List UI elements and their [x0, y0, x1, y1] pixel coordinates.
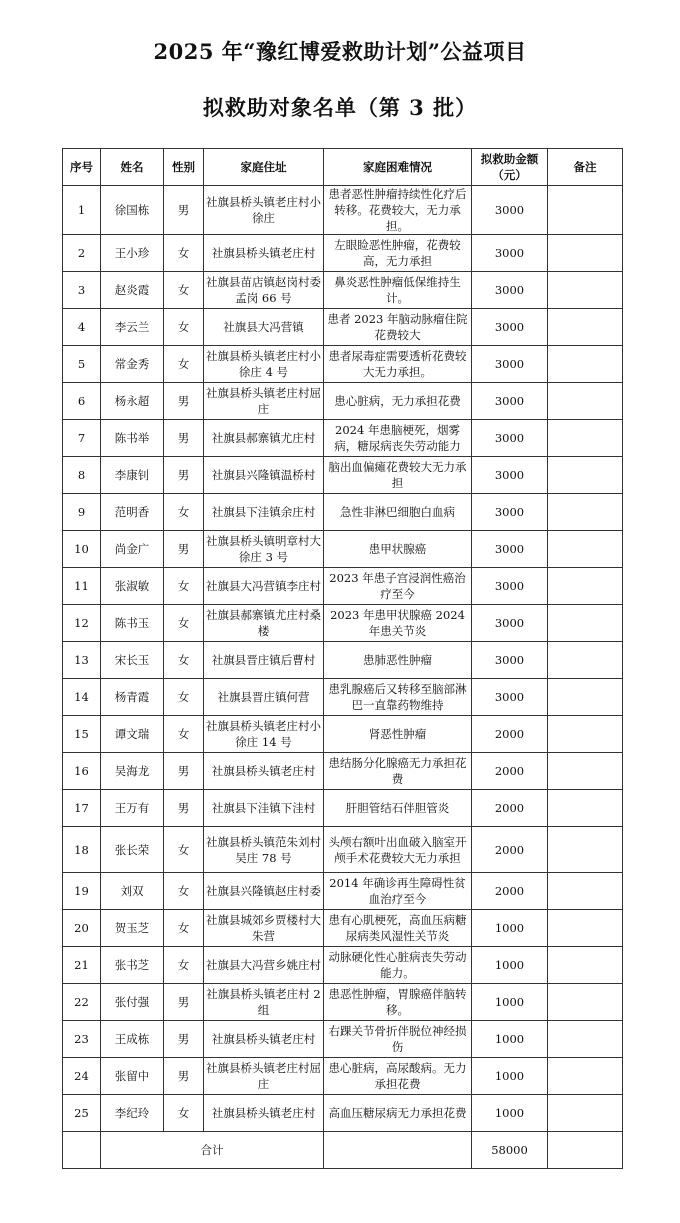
- cell-no: 20: [63, 910, 101, 947]
- cell-amount: 3000: [472, 568, 548, 605]
- cell-remark: [548, 984, 623, 1021]
- cell-gender: 女: [164, 716, 204, 753]
- cell-no: 11: [63, 568, 101, 605]
- cell-gender: 男: [164, 383, 204, 420]
- table-row: [63, 383, 623, 420]
- cell-name: 张长荣: [101, 827, 164, 873]
- table-row: [63, 753, 623, 790]
- cell-name: 赵炎霞: [101, 272, 164, 309]
- cell-no: 8: [63, 457, 101, 494]
- cell-name: 谭文瑞: [101, 716, 164, 753]
- cell-remark: [548, 679, 623, 716]
- table-row: [63, 186, 623, 235]
- cell-amount: 1000: [472, 1058, 548, 1095]
- cell-remark: [548, 346, 623, 383]
- cell-difficulty: 患有心肌梗死，高血压病糖尿病类风湿性关节炎: [324, 910, 472, 947]
- cell-no: 16: [63, 753, 101, 790]
- cell-difficulty: 头颅右额叶出血破入脑室开颅手术花费较大无力承担: [324, 827, 472, 873]
- cell-amount: 1000: [472, 910, 548, 947]
- cell-amount: 3000: [472, 679, 548, 716]
- cell-name: 王万有: [101, 790, 164, 827]
- cell-name: 徐国栋: [101, 186, 164, 235]
- cell-difficulty: 肾恶性肿瘤: [324, 716, 472, 753]
- header-amount: 拟救助金额（元）: [472, 149, 548, 186]
- cell-difficulty: 患恶性肿瘤，胃腺癌伴脑转移。: [324, 984, 472, 1021]
- cell-gender: 女: [164, 910, 204, 947]
- cell-gender: 男: [164, 420, 204, 457]
- table-row: [63, 827, 623, 873]
- total-remark-cell: [548, 1132, 623, 1169]
- cell-name: 陈书玉: [101, 605, 164, 642]
- table-row: [63, 790, 623, 827]
- cell-amount: 1000: [472, 1021, 548, 1058]
- cell-difficulty: 2014 年确诊再生障碍性贫血治疗至今: [324, 873, 472, 910]
- cell-address: 社旗县桥头镇老庄村: [204, 235, 324, 272]
- cell-amount: 1000: [472, 1095, 548, 1132]
- cell-no: 25: [63, 1095, 101, 1132]
- table-row: [63, 235, 623, 272]
- cell-remark: [548, 1095, 623, 1132]
- cell-no: 24: [63, 1058, 101, 1095]
- cell-name: 张淑敏: [101, 568, 164, 605]
- cell-address: 社旗县下洼镇余庄村: [204, 494, 324, 531]
- cell-name: 贺玉芝: [101, 910, 164, 947]
- cell-gender: 男: [164, 1021, 204, 1058]
- cell-amount: 2000: [472, 873, 548, 910]
- cell-name: 宋长玉: [101, 642, 164, 679]
- cell-amount: 3000: [472, 457, 548, 494]
- header-gender: 性别: [164, 149, 204, 186]
- cell-address: 社旗县桥头镇老庄村小徐庄 4 号: [204, 346, 324, 383]
- cell-name: 李康钊: [101, 457, 164, 494]
- cell-no: 18: [63, 827, 101, 873]
- cell-no: 19: [63, 873, 101, 910]
- cell-remark: [548, 1021, 623, 1058]
- cell-no: 17: [63, 790, 101, 827]
- cell-name: 吴海龙: [101, 753, 164, 790]
- cell-name: 杨永超: [101, 383, 164, 420]
- cell-remark: [548, 1058, 623, 1095]
- cell-name: 张书芝: [101, 947, 164, 984]
- cell-remark: [548, 716, 623, 753]
- header-no: 序号: [63, 149, 101, 186]
- cell-amount: 3000: [472, 494, 548, 531]
- cell-no: 1: [63, 186, 101, 235]
- header-name: 姓名: [101, 149, 164, 186]
- header-address: 家庭住址: [204, 149, 324, 186]
- cell-no: 15: [63, 716, 101, 753]
- cell-amount: 2000: [472, 753, 548, 790]
- cell-gender: 女: [164, 679, 204, 716]
- cell-amount: 2000: [472, 827, 548, 873]
- cell-gender: 女: [164, 827, 204, 873]
- cell-difficulty: 患心脏病，高尿酸病。无力承担花费: [324, 1058, 472, 1095]
- cell-amount: 3000: [472, 531, 548, 568]
- total-row: [63, 1132, 623, 1169]
- cell-name: 常金秀: [101, 346, 164, 383]
- cell-difficulty: 2023 年患子宫浸润性癌治疗至今: [324, 568, 472, 605]
- cell-no: 14: [63, 679, 101, 716]
- cell-no: 13: [63, 642, 101, 679]
- cell-amount: 3000: [472, 605, 548, 642]
- cell-address: 社旗县桥头镇老庄村: [204, 753, 324, 790]
- cell-remark: [548, 753, 623, 790]
- cell-address: 社旗县桥头镇老庄村屈庄: [204, 383, 324, 420]
- cell-address: 社旗县苗店镇赵岗村委孟岗 66 号: [204, 272, 324, 309]
- cell-remark: [548, 531, 623, 568]
- cell-amount: 2000: [472, 790, 548, 827]
- header-difficulty: 家庭困难情况: [324, 149, 472, 186]
- table-row: [63, 984, 623, 1021]
- cell-remark: [548, 235, 623, 272]
- cell-no: 6: [63, 383, 101, 420]
- cell-address: 社旗县郝寨镇尤庄村桑楼: [204, 605, 324, 642]
- cell-remark: [548, 947, 623, 984]
- cell-gender: 男: [164, 1058, 204, 1095]
- cell-amount: 3000: [472, 309, 548, 346]
- cell-difficulty: 高血压糖尿病无力承担花费: [324, 1095, 472, 1132]
- total-label: 合计: [101, 1132, 324, 1169]
- cell-address: 社旗县桥头镇老庄村屈庄: [204, 1058, 324, 1095]
- cell-remark: [548, 494, 623, 531]
- cell-remark: [548, 309, 623, 346]
- cell-gender: 男: [164, 457, 204, 494]
- cell-address: 社旗县桥头镇老庄村: [204, 1095, 324, 1132]
- cell-address: 社旗县桥头镇明章村大徐庄 3 号: [204, 531, 324, 568]
- cell-gender: 男: [164, 790, 204, 827]
- cell-difficulty: 患心脏病，无力承担花费: [324, 383, 472, 420]
- table-row: [63, 531, 623, 568]
- cell-address: 社旗县桥头镇范朱刘村吴庄 78 号: [204, 827, 324, 873]
- cell-address: 社旗县大冯营乡姚庄村: [204, 947, 324, 984]
- cell-difficulty: 鼻炎恶性肿瘤低保维持生计。: [324, 272, 472, 309]
- table-row: [63, 947, 623, 984]
- table-row: [63, 873, 623, 910]
- cell-name: 张付强: [101, 984, 164, 1021]
- cell-remark: [548, 827, 623, 873]
- cell-gender: 女: [164, 605, 204, 642]
- table-row: [63, 494, 623, 531]
- title-line-1: 2025 年“豫红博爱救助计划”公益项目: [153, 39, 527, 64]
- cell-address: 社旗县桥头镇老庄村小徐庄: [204, 186, 324, 235]
- cell-address: 社旗县桥头镇老庄村 2 组: [204, 984, 324, 1021]
- cell-amount: 1000: [472, 984, 548, 1021]
- cell-address: 社旗县桥头镇老庄村小徐庄 14 号: [204, 716, 324, 753]
- cell-gender: 女: [164, 642, 204, 679]
- cell-gender: 女: [164, 235, 204, 272]
- cell-remark: [548, 873, 623, 910]
- cell-remark: [548, 420, 623, 457]
- cell-name: 刘双: [101, 873, 164, 910]
- cell-no: 9: [63, 494, 101, 531]
- cell-gender: 女: [164, 346, 204, 383]
- cell-name: 王小珍: [101, 235, 164, 272]
- cell-name: 杨青霞: [101, 679, 164, 716]
- cell-amount: 3000: [472, 186, 548, 235]
- cell-name: 尚金广: [101, 531, 164, 568]
- cell-address: 社旗县大冯营镇李庄村: [204, 568, 324, 605]
- cell-difficulty: 患者恶性肿瘤持续性化疗后转移。花费较大，无力承担。: [324, 186, 472, 235]
- title-line-2: 拟救助对象名单（第 3 批）: [202, 95, 478, 120]
- cell-difficulty: 患结肠分化腺癌无力承担花费: [324, 753, 472, 790]
- cell-difficulty: 患者 2023 年脑动脉瘤住院花费较大: [324, 309, 472, 346]
- cell-no: 12: [63, 605, 101, 642]
- cell-address: 社旗县晋庄镇后曹村: [204, 642, 324, 679]
- table-row: [63, 346, 623, 383]
- table-row: [63, 272, 623, 309]
- cell-no: 3: [63, 272, 101, 309]
- cell-amount: 1000: [472, 947, 548, 984]
- cell-amount: 3000: [472, 383, 548, 420]
- total-amount: 58000: [472, 1132, 548, 1169]
- cell-gender: 男: [164, 984, 204, 1021]
- cell-gender: 女: [164, 568, 204, 605]
- cell-no: 21: [63, 947, 101, 984]
- cell-no: 22: [63, 984, 101, 1021]
- cell-remark: [548, 790, 623, 827]
- cell-address: 社旗县下洼镇下洼村: [204, 790, 324, 827]
- table-row: [63, 309, 623, 346]
- cell-gender: 女: [164, 873, 204, 910]
- cell-remark: [548, 383, 623, 420]
- cell-difficulty: 脑出血偏瘫花费较大无力承担: [324, 457, 472, 494]
- cell-address: 社旗县晋庄镇何营: [204, 679, 324, 716]
- cell-difficulty: 动脉硬化性心脏病丧失劳动能力。: [324, 947, 472, 984]
- cell-difficulty: 左眼睑恶性肿瘤，花费较高，无力承担: [324, 235, 472, 272]
- cell-difficulty: 2023 年患甲状腺癌 2024 年患关节炎: [324, 605, 472, 642]
- cell-amount: 3000: [472, 420, 548, 457]
- cell-remark: [548, 605, 623, 642]
- cell-difficulty: 右踝关节骨折伴脱位神经损伤: [324, 1021, 472, 1058]
- cell-address: 社旗县郝寨镇尤庄村: [204, 420, 324, 457]
- table-row: [63, 420, 623, 457]
- cell-name: 王成栋: [101, 1021, 164, 1058]
- table-row: [63, 1058, 623, 1095]
- cell-gender: 女: [164, 272, 204, 309]
- table-row: [63, 642, 623, 679]
- cell-amount: 3000: [472, 235, 548, 272]
- cell-name: 李云兰: [101, 309, 164, 346]
- cell-remark: [548, 642, 623, 679]
- cell-remark: [548, 186, 623, 235]
- cell-difficulty: 患者尿毒症需要透析花费较大无力承担。: [324, 346, 472, 383]
- cell-address: 社旗县大冯营镇: [204, 309, 324, 346]
- cell-remark: [548, 568, 623, 605]
- total-no-cell: [63, 1132, 101, 1169]
- cell-gender: 男: [164, 531, 204, 568]
- cell-gender: 男: [164, 186, 204, 235]
- cell-address: 社旗县兴隆镇赵庄村委: [204, 873, 324, 910]
- cell-name: 陈书举: [101, 420, 164, 457]
- cell-gender: 女: [164, 1095, 204, 1132]
- cell-no: 23: [63, 1021, 101, 1058]
- table-row: [63, 910, 623, 947]
- cell-no: 7: [63, 420, 101, 457]
- cell-difficulty: 患甲状腺癌: [324, 531, 472, 568]
- cell-address: 社旗县兴隆镇温桥村: [204, 457, 324, 494]
- cell-name: 张留中: [101, 1058, 164, 1095]
- header-remark: 备注: [548, 149, 623, 186]
- cell-remark: [548, 272, 623, 309]
- cell-name: 范明香: [101, 494, 164, 531]
- table-row: [63, 716, 623, 753]
- cell-address: 社旗县城郊乡贾楼村大朱营: [204, 910, 324, 947]
- cell-amount: 3000: [472, 642, 548, 679]
- cell-no: 10: [63, 531, 101, 568]
- cell-no: 2: [63, 235, 101, 272]
- aid-recipient-table: [62, 148, 623, 1169]
- cell-amount: 3000: [472, 272, 548, 309]
- table-row: [63, 457, 623, 494]
- cell-no: 4: [63, 309, 101, 346]
- table-row: [63, 605, 623, 642]
- cell-address: 社旗县桥头镇老庄村: [204, 1021, 324, 1058]
- table-header-row: [63, 149, 623, 186]
- table-row: [63, 679, 623, 716]
- cell-gender: 女: [164, 494, 204, 531]
- cell-gender: 女: [164, 309, 204, 346]
- cell-gender: 男: [164, 753, 204, 790]
- cell-gender: 女: [164, 947, 204, 984]
- total-difficulty-cell: [324, 1132, 472, 1169]
- cell-difficulty: 肝胆管结石伴胆管炎: [324, 790, 472, 827]
- cell-amount: 3000: [472, 346, 548, 383]
- cell-remark: [548, 457, 623, 494]
- cell-difficulty: 患乳腺癌后又转移至脑部淋巴一直靠药物维持: [324, 679, 472, 716]
- cell-amount: 2000: [472, 716, 548, 753]
- table-row: [63, 1095, 623, 1132]
- cell-difficulty: 2024 年患脑梗死，烟雾病，糖尿病丧失劳动能力: [324, 420, 472, 457]
- cell-difficulty: 患肺恶性肿瘤: [324, 642, 472, 679]
- cell-difficulty: 急性非淋巴细胞白血病: [324, 494, 472, 531]
- cell-name: 李纪玲: [101, 1095, 164, 1132]
- cell-no: 5: [63, 346, 101, 383]
- cell-remark: [548, 910, 623, 947]
- table-row: [63, 568, 623, 605]
- table-row: [63, 1021, 623, 1058]
